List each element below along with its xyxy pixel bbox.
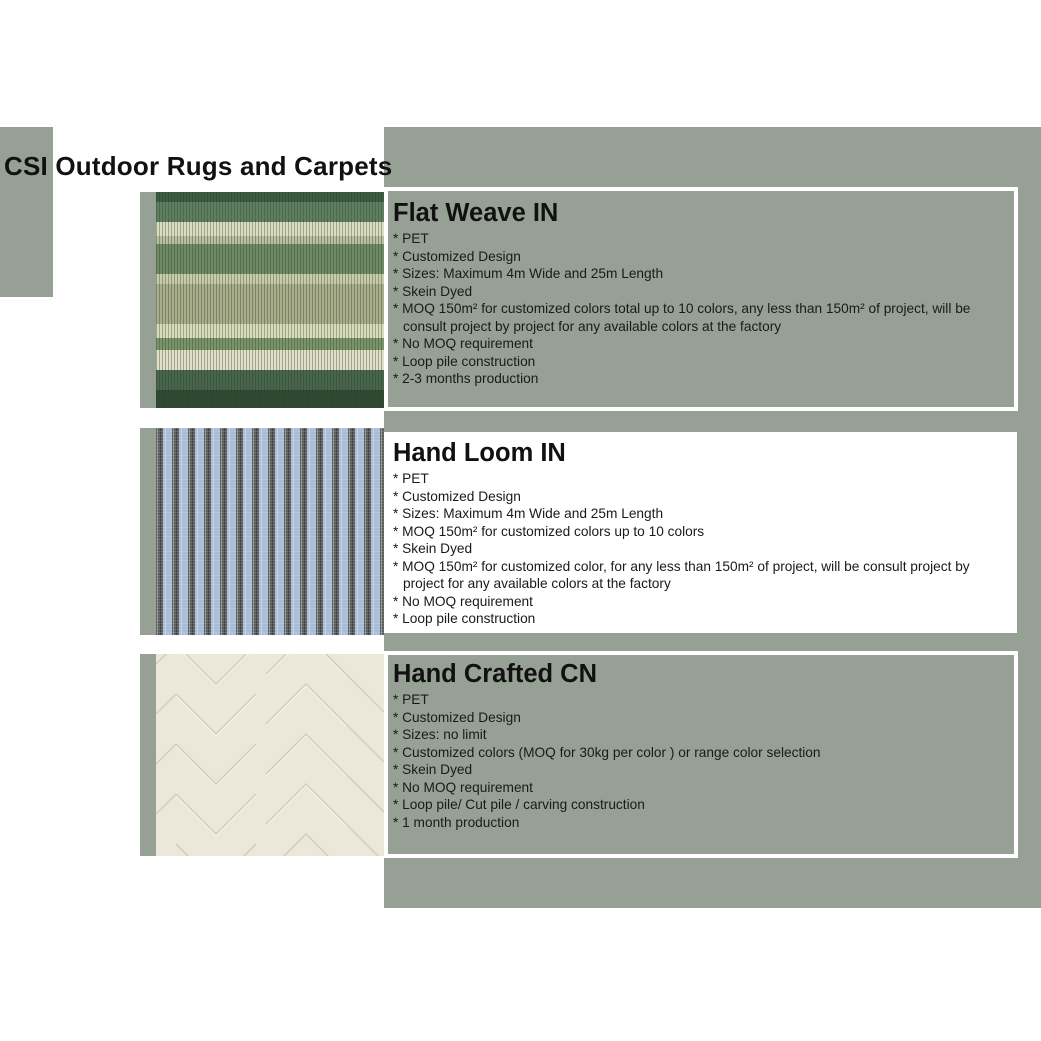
feature-item: * Customized Design xyxy=(393,709,1005,727)
hand-crafted-title: Hand Crafted CN xyxy=(393,660,598,688)
page-title: CSI Outdoor Rugs and Carpets xyxy=(4,151,393,181)
feature-item: * Sizes: Maximum 4m Wide and 25m Length xyxy=(393,265,1005,283)
hand-loom-accent-strip xyxy=(140,428,156,635)
feature-item: * Customized Design xyxy=(393,488,1005,506)
feature-item: * No MOQ requirement xyxy=(393,335,1005,353)
flat-weave-accent-strip xyxy=(140,192,156,408)
feature-item: * No MOQ requirement xyxy=(393,593,1005,611)
hand-crafted-feature-list xyxy=(393,691,1005,831)
feature-item: * PET xyxy=(393,691,1005,709)
hand-loom-details xyxy=(393,438,1005,628)
feature-item: * Loop pile/ Cut pile / carving construction xyxy=(393,796,1005,814)
feature-item: * 1 month production xyxy=(393,814,1005,832)
feature-item: * MOQ 150m² for customized color, for any less than 150m² of project, will be consult project by project for any available colors at the factory xyxy=(393,558,1005,593)
feature-item: * PET xyxy=(393,230,1005,248)
hand-crafted-swatch-image xyxy=(156,654,384,856)
feature-item: * Skein Dyed xyxy=(393,283,1005,301)
feature-item: * PET xyxy=(393,470,1005,488)
feature-item: * Loop pile construction xyxy=(393,610,1005,628)
feature-item: * Loop pile construction xyxy=(393,353,1005,371)
feature-item: * Skein Dyed xyxy=(393,761,1005,779)
hand-loom-swatch-image xyxy=(156,428,384,635)
feature-item: * Customized colors (MOQ for 30kg per color ) or range color selection xyxy=(393,744,1005,762)
feature-item: * MOQ 150m² for customized colors total up to 10 colors, any less than 150m² of project, will be consult project by project for any available colors at the factory xyxy=(393,300,1005,335)
flat-weave-swatch-image xyxy=(156,192,384,408)
feature-item: * Sizes: Maximum 4m Wide and 25m Length xyxy=(393,505,1005,523)
feature-item: * 2-3 months production xyxy=(393,370,1005,388)
flat-weave-feature-list xyxy=(393,230,1005,388)
feature-item: * Customized Design xyxy=(393,248,1005,266)
feature-item: * Sizes: no limit xyxy=(393,726,1005,744)
hand-loom-feature-list xyxy=(393,470,1005,628)
feature-item: * No MOQ requirement xyxy=(393,779,1005,797)
feature-item: * Skein Dyed xyxy=(393,540,1005,558)
hand-loom-title: Hand Loom IN xyxy=(393,439,566,467)
flat-weave-title: Flat Weave IN xyxy=(393,199,559,227)
hand-crafted-details xyxy=(393,659,1005,831)
feature-item: * MOQ 150m² for customized colors up to 10 colors xyxy=(393,523,1005,541)
flat-weave-details xyxy=(393,198,1005,388)
hand-crafted-accent-strip xyxy=(140,654,156,856)
